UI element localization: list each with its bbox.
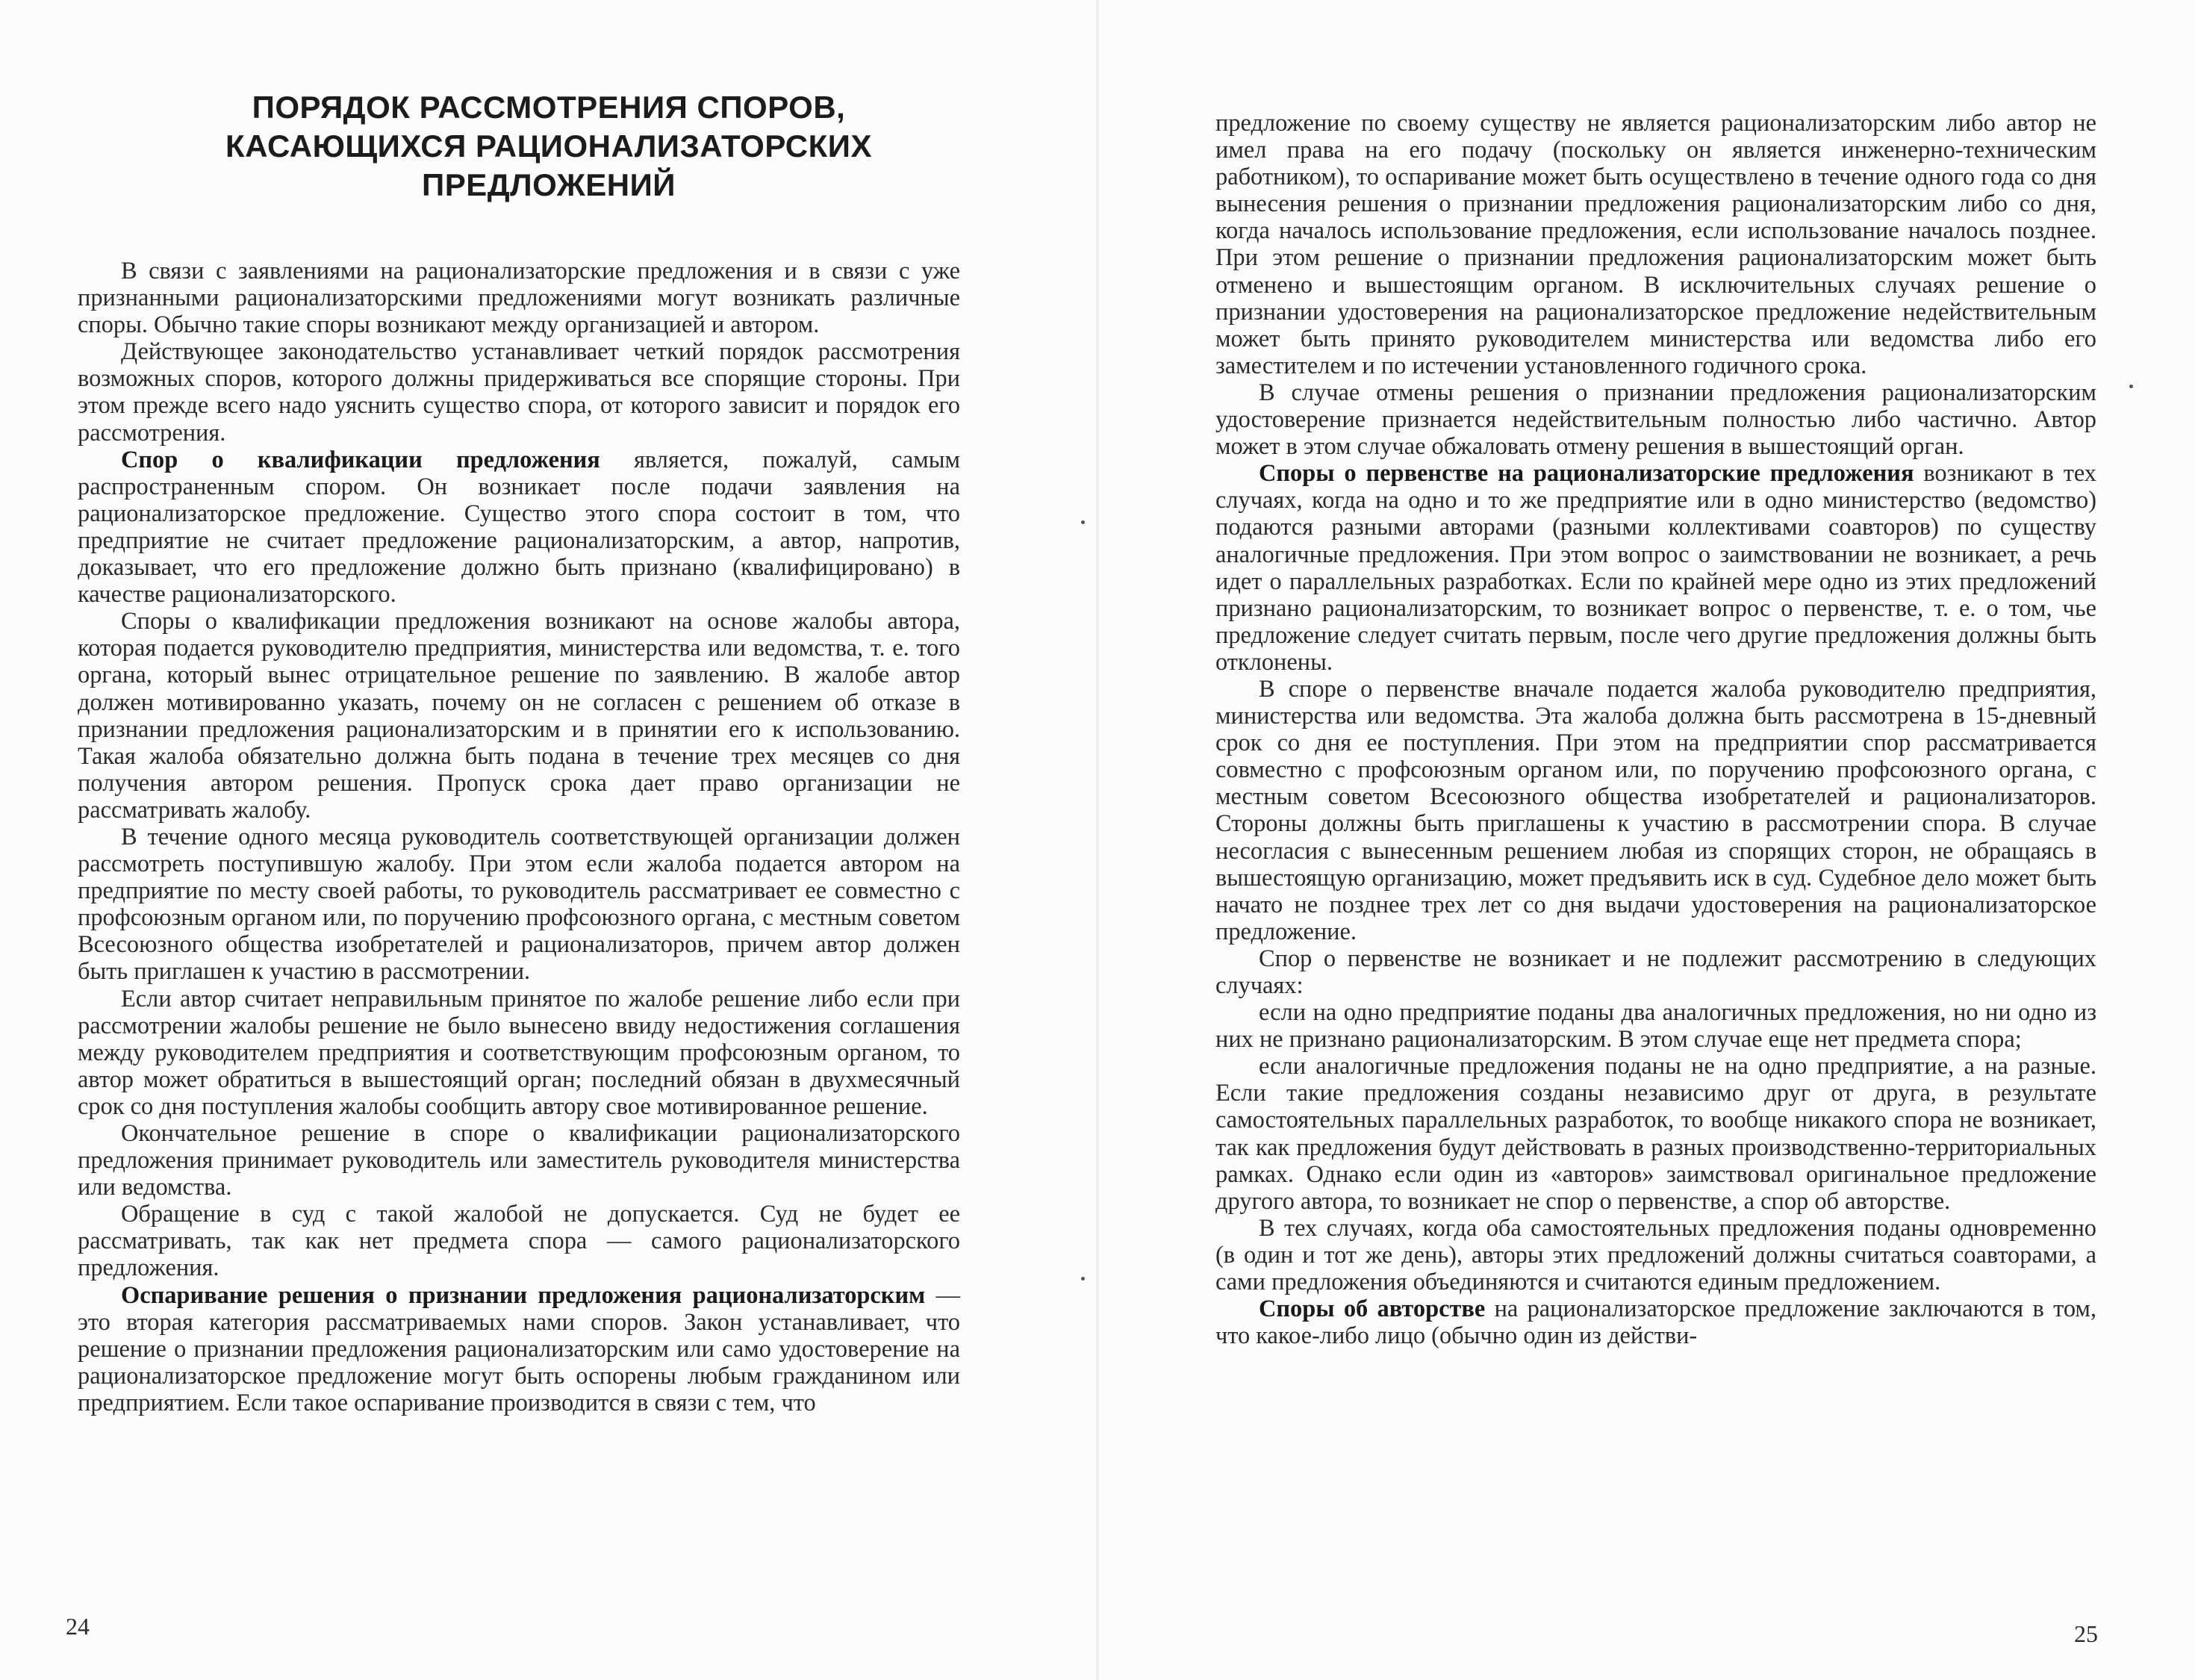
paragraph — [1215, 460, 2096, 676]
right-body-text — [1215, 110, 2096, 1349]
paragraph-text: В случае отмены решения о признании предложения рационализаторским удостоверение признается недействительным полностью либо частично. Автор может в этом случае обжаловать отмену решения в вышестоящий орган. — [1215, 379, 2096, 461]
paragraph-text: В связи с заявлениями на рационализаторские предложения и в связи с уже признанными рационализаторскими предложениями могут возникать различные споры. Обычно такие споры возникают между организацией и автором. — [78, 258, 960, 339]
paragraph — [78, 608, 960, 824]
paragraph — [78, 258, 960, 338]
paragraph-text: В тех случаях, когда оба самостоятельных предложения поданы одновременно (в один и тот же день), авторы этих предложений должны считаться соавторами, а сами предложения объединяются и считаются единым предложением. — [1215, 1214, 2096, 1296]
paragraph-text: если аналогичные предложения поданы не на одно предприятие, а на разные. Если такие предложения созданы независимо друг от друга, в результате самостоятельных параллельных разработок, то вообще никакого спора не возникает, так как предложения будут действовать в разных производственно-территориальных рамках. Однако если один из «авторов» заимствовал оригинальное предложение другого автора, то возникает не спор о первенстве, а спор об авторстве. — [1215, 1053, 2096, 1215]
paragraph-text: Обращение в суд с такой жалобой не допускается. Суд не будет ее рассматривать, так как нет предмета спора — самого рационализаторского предложения. — [78, 1201, 960, 1282]
paragraph-text: Если автор считает неправильным принятое по жалобе решение либо если при рассмотрении жалобы решение не было вынесено ввиду недостижения соглашения между руководителем предприятия и соответствующим профсоюзным органом, то автор может обратиться в вышестоящий орган; последний обязан в двухмесячный срок со дня поступления жалобы сообщить автору свое мотивированное решение. — [78, 985, 960, 1120]
paragraph — [1215, 1295, 2096, 1349]
paragraph-text: Спор о первенстве не возникает и не подлежит рассмотрению в следующих случаях: — [1215, 945, 2096, 999]
paragraph — [78, 1282, 960, 1416]
paragraph-text: возникают в тех случаях, когда на одно и то же предприятие или в одно министерство (ведомство) подаются разными авторами (разными коллективами соавторов) по существу аналогичные предложения. При этом вопрос о заимствовании не возникает, а речь идет о параллельных разработках. Если по крайней мере одно из этих предложений признано рационализаторским, то возникает вопрос о первенстве, т. е. о том, чье предложение следует считать первым, после чего другие предложения должны быть отклонены. — [1215, 460, 2096, 676]
paragraph — [78, 1201, 960, 1281]
right-page — [1098, 0, 2195, 1680]
chapter-title — [127, 88, 971, 205]
paragraph — [1215, 945, 2096, 999]
paragraph-text: — это вторая категория рассматриваемых нами споров. Закон устанавливает, что решение о признании предложения рационализаторским или само удостоверение на рационализаторское предложение могут быть оспорены любым гражданином или предприятием. Если такое оспаривание производится в связи с тем, что — [78, 1281, 960, 1416]
paragraph-heading: Спор о квалификации предложения — [121, 446, 600, 473]
paragraph-heading: Оспаривание решения о признании предложения рационализаторским — [121, 1281, 926, 1309]
paragraph-text: является, пожалуй, самым распространенным спором. Он возникает после подачи заявления на рационализаторское предложение. Существо этого спора состоит в том, что предприятие не считает предложение рационализаторским, а автор, напротив, доказывает, что его предложение должно быть признано (квалифицировано) в качестве рационализаторского. — [78, 446, 960, 609]
paragraph — [1215, 1215, 2096, 1295]
paragraph — [78, 824, 960, 986]
title-line: ПОРЯДОК РАССМОТРЕНИЯ СПОРОВ, — [252, 90, 846, 125]
paragraph — [78, 338, 960, 446]
scan-speck — [2129, 385, 2133, 388]
title-line: КАСАЮЩИХСЯ РАЦИОНАЛИЗАТОРСКИХ — [225, 128, 872, 164]
paragraph — [1215, 676, 2096, 945]
paragraph — [78, 447, 960, 609]
paragraph — [1215, 379, 2096, 460]
scan-speck — [1081, 520, 1085, 524]
paragraph — [1215, 999, 2096, 1053]
paragraph — [1215, 1053, 2096, 1215]
paragraph-text: если на одно предприятие поданы два аналогичных предложения, но ни одно из них не признано рационализаторским. В этом случае еще нет предмета спора; — [1215, 999, 2096, 1054]
paragraph-heading: Споры о первенстве на рационализаторские предложения — [1259, 460, 1914, 488]
scan-speck — [1081, 1277, 1085, 1281]
page-number: 25 — [2074, 1620, 2098, 1647]
paragraph — [78, 1120, 960, 1201]
paragraph — [1215, 110, 2096, 379]
paragraph-text: Окончательное решение в споре о квалификации рационализаторского предложения принимает руководитель или заместитель руководителя министерства или ведомства. — [78, 1120, 960, 1201]
paragraph-text: В течение одного месяца руководитель соответствующей организации должен рассмотреть поступившую жалобу. При этом если жалоба подается автором на предприятие по месту своей работы, то руководитель рассматривает ее совместно с профсоюзным органом или, по поручению профсоюзного органа, с местным советом Всесоюзного общества изобретателей и рационализаторов, причем автор должен быть приглашен к участию в рассмотрении. — [78, 823, 960, 986]
paragraph-text: Споры о квалификации предложения возникают на основе жалобы автора, которая подается руководителю предприятия, министерства или ведомства, т. е. того органа, который вынес отрицательное решение по заявлению. В жалобе автор должен мотивированно указать, почему он не согласен с решением об отказе в признании предложения рационализаторским и в принятии его к использованию. Такая жалоба обязательно должна быть подана в течение трех месяцев со дня получения автором решения. Пропуск срока дает право организации не рассматривать жалобу. — [78, 608, 960, 824]
paragraph — [78, 986, 960, 1120]
page-number: 24 — [66, 1613, 90, 1640]
title-line: ПРЕДЛОЖЕНИЙ — [422, 167, 676, 202]
paragraph-text: предложение по своему существу не является рационализаторским либо автор не имел права на его подачу (поскольку он является инженерно-техническим работником), то оспаривание может быть осуществлено в течение одного года со дня вынесения решения о признании предложения рационализаторским либо со дня, когда началось использование предложения, если использование началось позднее. При этом решение о признании предложения рационализаторским может быть отменено и вышестоящим органом. В исключительных случаях решение о признании удостоверения на рационализаторское предложение недействительным может быть принято руководителем министерства или ведомства либо его заместителем и по истечении установленного годичного срока. — [1215, 110, 2096, 379]
paragraph-text: Действующее законодательство устанавливает четкий порядок рассмотрения возможных споров, которого должны придерживаться все спорящие стороны. При этом прежде всего надо уяснить существо спора, от которого зависит и порядок его рассмотрения. — [78, 338, 960, 447]
paragraph-text: на рационализаторское предложение заключаются в том, что какое-либо лицо (обычно один из действи- — [1215, 1295, 2096, 1350]
paragraph-text: В споре о первенстве вначале подается жалоба руководителю предприятия, министерства или ведомства. Эта жалоба должна быть рассмотрена в 15-дневный срок со дня ее поступления. При этом на предприятии спор рассматривается совместно с профсоюзным органом или, по поручению профсоюзного органа, с местным советом Всесоюзного общества изобретателей и рационализаторов. Стороны должны быть приглашены к участию в рассмотрении спора. В случае несогласия с вынесенным решением любая из спорящих сторон, не обращаясь в вышестоящую организацию, может предъявить иск в суд. Судебное дело может быть начато не позднее трех лет со дня выдачи удостоверения на рационализаторское предложение. — [1215, 675, 2096, 945]
left-body-text — [78, 258, 960, 1416]
paragraph-heading: Споры об авторстве — [1259, 1295, 1486, 1323]
